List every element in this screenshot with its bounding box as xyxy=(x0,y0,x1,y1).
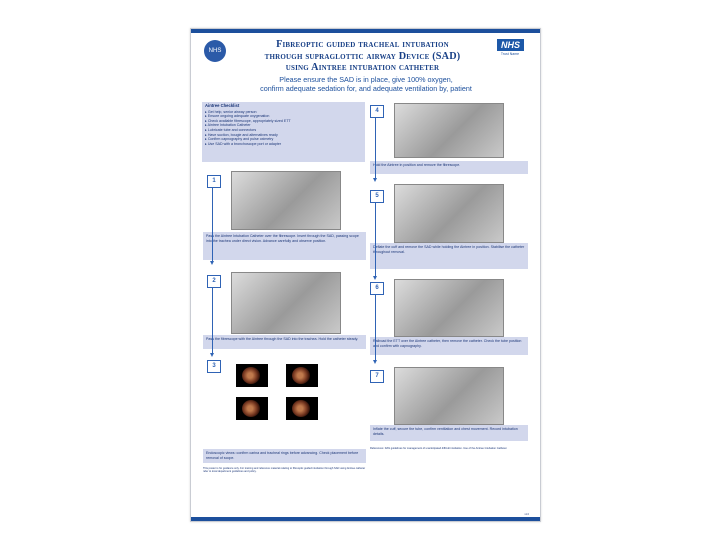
poster-title xyxy=(235,39,490,74)
flow-arrow xyxy=(375,202,376,277)
checklist-item: ▸ Have suction, bougie and alternatives ready xyxy=(205,132,278,137)
step-5-number: 5 xyxy=(370,190,384,203)
endoscopic-view-1 xyxy=(236,364,268,387)
checklist-item: ▸ Use SAD with a bronchoscope port or adapter xyxy=(205,141,282,146)
flow-arrow xyxy=(212,187,213,262)
aintree-checklist xyxy=(202,102,365,162)
checklist-item: ▸ Ensure ongoing adequate oxygenation xyxy=(205,114,270,119)
poster-subtitle xyxy=(221,76,511,93)
checklist-item: ▸ Get help, senior airway person xyxy=(205,109,257,114)
checklist-item: ▸ Check available fibrescope, appropriately sized ETT xyxy=(205,118,291,123)
step-4-photo xyxy=(394,103,504,158)
flow-arrow xyxy=(375,117,376,179)
step-6-photo xyxy=(394,279,504,337)
checklist-item: ▸ Lubricate tube and connectors xyxy=(205,127,257,132)
step-1-photo xyxy=(231,171,341,230)
step-7-number: 7 xyxy=(370,370,384,383)
step-1-caption: Pass the Aintree Intubation Catheter over the fibrescope. Insert through the SAD, passing scope into the trachea under direct vision. Advance carefully and observe position. xyxy=(203,232,366,260)
title-line-3: using Aintree intubation catheter xyxy=(285,62,440,73)
step-6-caption: Railroad the ETT over the Aintree catheter, then remove the catheter. Check the tube position and confirm with capnography. xyxy=(370,337,528,355)
footer-references-right: References: DAS guidelines for management of unanticipated difficult intubation. Use of the Aintree Intubation Catheter. xyxy=(370,447,508,450)
flow-arrow xyxy=(375,294,376,361)
step-2-number: 2 xyxy=(207,275,221,288)
crest-logo xyxy=(204,40,226,62)
step-3-caption: Endoscopic views: confirm carina and tracheal rings before advancing. Check placement before removal of scope. xyxy=(203,449,366,463)
checklist-item: ▸ Aintree Intubation Catheter xyxy=(205,123,251,128)
nhs-trust-name: Trust Name xyxy=(500,52,520,56)
step-4-caption: Hold the Aintree in position and remove the fibrescope. xyxy=(370,161,528,174)
step-6-number: 6 xyxy=(370,282,384,295)
subtitle-line-1: Please ensure the SAD is in place, give 100% oxygen, xyxy=(279,75,453,84)
step-2-photo xyxy=(231,272,341,334)
bottom-border xyxy=(191,517,540,521)
checklist-title: Aintree Checklist xyxy=(205,103,240,108)
step-1-number: 1 xyxy=(207,175,221,188)
document-id: v1.0 xyxy=(524,513,529,516)
step-5-photo xyxy=(394,184,504,243)
checklist-item: ▸ Confirm capnography and pulse oximetry xyxy=(205,137,274,142)
step-7-caption: Inflate the cuff, secure the tube, confirm ventilation and chest movement. Record intubation details. xyxy=(370,425,528,441)
step-5-caption: Deflate the cuff and remove the SAD while holding the Aintree in position. Stabilise the catheter throughout removal. xyxy=(370,243,528,269)
poster xyxy=(190,28,541,522)
step-4-number: 4 xyxy=(370,105,384,118)
title-line-1: Fibreoptic guided tracheal intubation xyxy=(276,39,449,50)
endoscopic-view-4 xyxy=(286,397,318,420)
footer-notes-left: This poster is for guidance only. For training and reference material relating to fibreoptic guided intubation through SAD using Aintree catheter refer to local department guidelines and policy. xyxy=(203,467,366,474)
top-border xyxy=(191,29,540,33)
endoscopic-view-3 xyxy=(236,397,268,420)
step-2-caption: Pass the fibrescope with the Aintree through the SAD into the trachea. Hold the catheter steady. xyxy=(203,335,366,349)
step-7-photo xyxy=(394,367,504,425)
endoscopic-view-2 xyxy=(286,364,318,387)
flow-arrow xyxy=(212,287,213,354)
nhs-logo: NHS xyxy=(497,39,524,51)
subtitle-line-2: confirm adequate sedation for, and adequate ventilation by, patient xyxy=(260,83,472,93)
step-3-number: 3 xyxy=(207,360,221,373)
title-line-2: through supraglottic airway Device (SAD) xyxy=(264,50,461,62)
crest-text: NHS xyxy=(208,48,222,54)
